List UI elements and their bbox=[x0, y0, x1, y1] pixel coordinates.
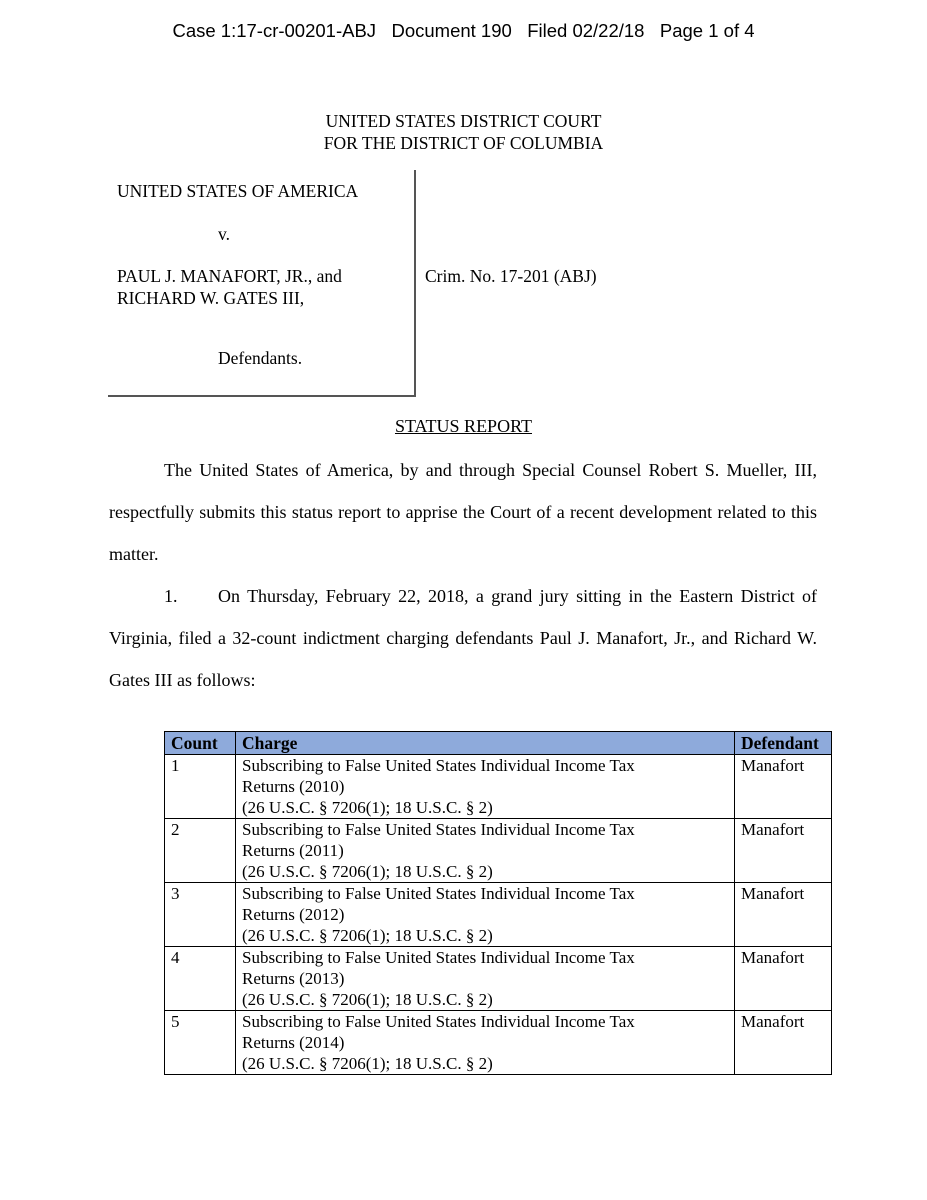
intro-line-2: respectfully submits this status report to apprise the Court of a recent development related to this bbox=[109, 502, 817, 522]
intro-line-3: matter. bbox=[109, 544, 159, 564]
count-cell: 1 bbox=[165, 755, 236, 819]
table-row bbox=[165, 883, 832, 947]
charge-cell bbox=[236, 883, 735, 947]
count-cell: 2 bbox=[165, 819, 236, 883]
defendant-cell: Manafort bbox=[735, 1011, 832, 1075]
charge-tax-year: Returns (2011) bbox=[242, 841, 344, 860]
charge-tax-year: Returns (2010) bbox=[242, 777, 345, 796]
charge-cell bbox=[236, 755, 735, 819]
court-name-line1: UNITED STATES DISTRICT COURT bbox=[325, 111, 602, 131]
charge-tax-year: Returns (2014) bbox=[242, 1033, 345, 1052]
charge-description: Subscribing to False United States Individual Income Tax bbox=[242, 948, 635, 967]
charge-statute: (26 U.S.C. § 7206(1); 18 U.S.C. § 2) bbox=[242, 862, 493, 881]
caption-plaintiff: UNITED STATES OF AMERICA bbox=[117, 181, 359, 201]
header-defendant: Defendant bbox=[735, 732, 832, 755]
intro-line-1: The United States of America, by and through Special Counsel Robert S. Mueller, III, bbox=[164, 460, 817, 480]
header-count: Count bbox=[165, 732, 236, 755]
charge-description: Subscribing to False United States Individual Income Tax bbox=[242, 1012, 635, 1031]
counts-table bbox=[164, 731, 832, 1075]
para1-line-2: Virginia, filed a 32-count indictment charging defendants Paul J. Manafort, Jr., and Richard W. bbox=[109, 628, 817, 648]
defendant-cell: Manafort bbox=[735, 819, 832, 883]
para1-line-1: On Thursday, February 22, 2018, a grand jury sitting in the Eastern District of bbox=[218, 586, 817, 606]
table-header-row bbox=[165, 732, 832, 755]
count-cell: 5 bbox=[165, 1011, 236, 1075]
table-row bbox=[165, 947, 832, 1011]
header-charge: Charge bbox=[236, 732, 735, 755]
case-number: Crim. No. 17-201 (ABJ) bbox=[425, 266, 597, 286]
table-row bbox=[165, 819, 832, 883]
caption-defendant-line2: RICHARD W. GATES III, bbox=[117, 288, 305, 308]
court-name-line2: FOR THE DISTRICT OF COLUMBIA bbox=[323, 133, 604, 153]
charge-description: Subscribing to False United States Individual Income Tax bbox=[242, 884, 635, 903]
document-title: STATUS REPORT bbox=[394, 416, 532, 436]
charge-description: Subscribing to False United States Individual Income Tax bbox=[242, 756, 635, 775]
count-cell: 3 bbox=[165, 883, 236, 947]
caption-divider-vertical bbox=[414, 170, 416, 396]
ecf-header: Case 1:17-cr-00201-ABJ Document 190 Filed 02/22/18 Page 1 of 4 bbox=[172, 20, 755, 41]
table-row bbox=[165, 755, 832, 819]
defendant-cell: Manafort bbox=[735, 883, 832, 947]
paragraph-number: 1. bbox=[164, 586, 178, 606]
charge-statute: (26 U.S.C. § 7206(1); 18 U.S.C. § 2) bbox=[242, 1054, 493, 1073]
charge-description: Subscribing to False United States Individual Income Tax bbox=[242, 820, 635, 839]
count-cell: 4 bbox=[165, 947, 236, 1011]
caption-defendant-line1: PAUL J. MANAFORT, JR., and bbox=[117, 266, 342, 286]
caption-divider-horizontal bbox=[108, 395, 416, 397]
charge-tax-year: Returns (2013) bbox=[242, 969, 345, 988]
table-row bbox=[165, 1011, 832, 1075]
charge-cell bbox=[236, 947, 735, 1011]
caption-versus: v. bbox=[218, 224, 230, 244]
charge-statute: (26 U.S.C. § 7206(1); 18 U.S.C. § 2) bbox=[242, 990, 493, 1009]
defendant-cell: Manafort bbox=[735, 947, 832, 1011]
para1-line-3: Gates III as follows: bbox=[109, 670, 256, 690]
charge-tax-year: Returns (2012) bbox=[242, 905, 345, 924]
charge-statute: (26 U.S.C. § 7206(1); 18 U.S.C. § 2) bbox=[242, 926, 493, 945]
charge-cell bbox=[236, 1011, 735, 1075]
caption-defendants-label: Defendants. bbox=[218, 348, 303, 368]
charge-cell bbox=[236, 819, 735, 883]
defendant-cell: Manafort bbox=[735, 755, 832, 819]
charge-statute: (26 U.S.C. § 7206(1); 18 U.S.C. § 2) bbox=[242, 798, 493, 817]
